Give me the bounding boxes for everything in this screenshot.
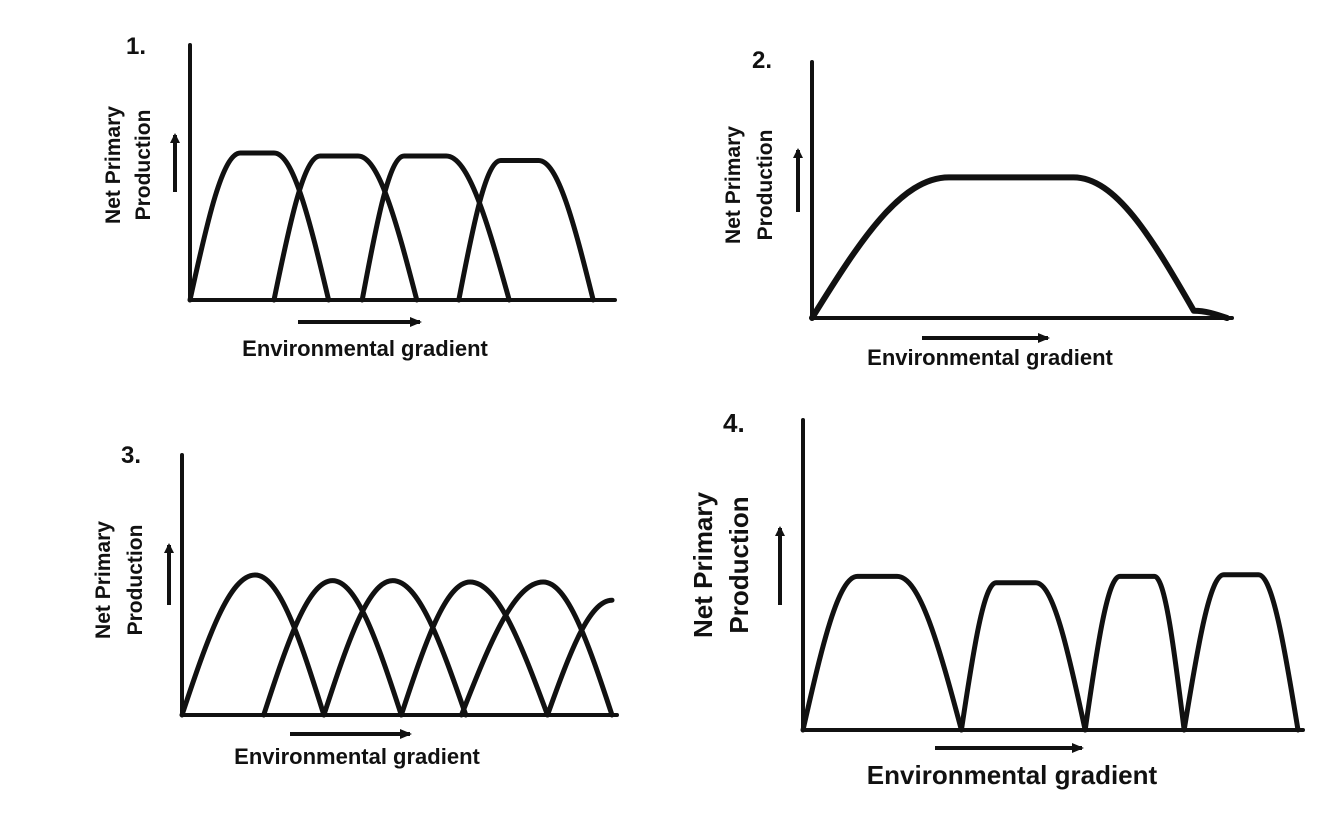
- y-axis-label-line2: Production: [132, 109, 155, 221]
- x-axis-label: Environmental gradient: [242, 336, 488, 361]
- panel-number: 1.: [126, 33, 147, 60]
- panel-number: 2.: [752, 47, 773, 74]
- y-axis-label-line1: Net Primary: [102, 106, 125, 224]
- y-axis-label-line1: Net Primary: [688, 492, 718, 638]
- x-axis-label: Environmental gradient: [866, 760, 1158, 790]
- y-axis-label-line1: Net Primary: [722, 126, 745, 244]
- y-axis-label-line1: Net Primary: [92, 521, 115, 639]
- y-axis-label-line2: Production: [124, 524, 147, 636]
- x-axis-label: Environmental gradient: [867, 345, 1113, 370]
- panel-number: 3.: [121, 442, 142, 469]
- y-axis-label-line2: Production: [754, 129, 777, 241]
- y-axis-label-line2: Production: [724, 496, 754, 634]
- x-axis-label: Environmental gradient: [234, 744, 480, 769]
- panel-number: 4.: [723, 408, 745, 438]
